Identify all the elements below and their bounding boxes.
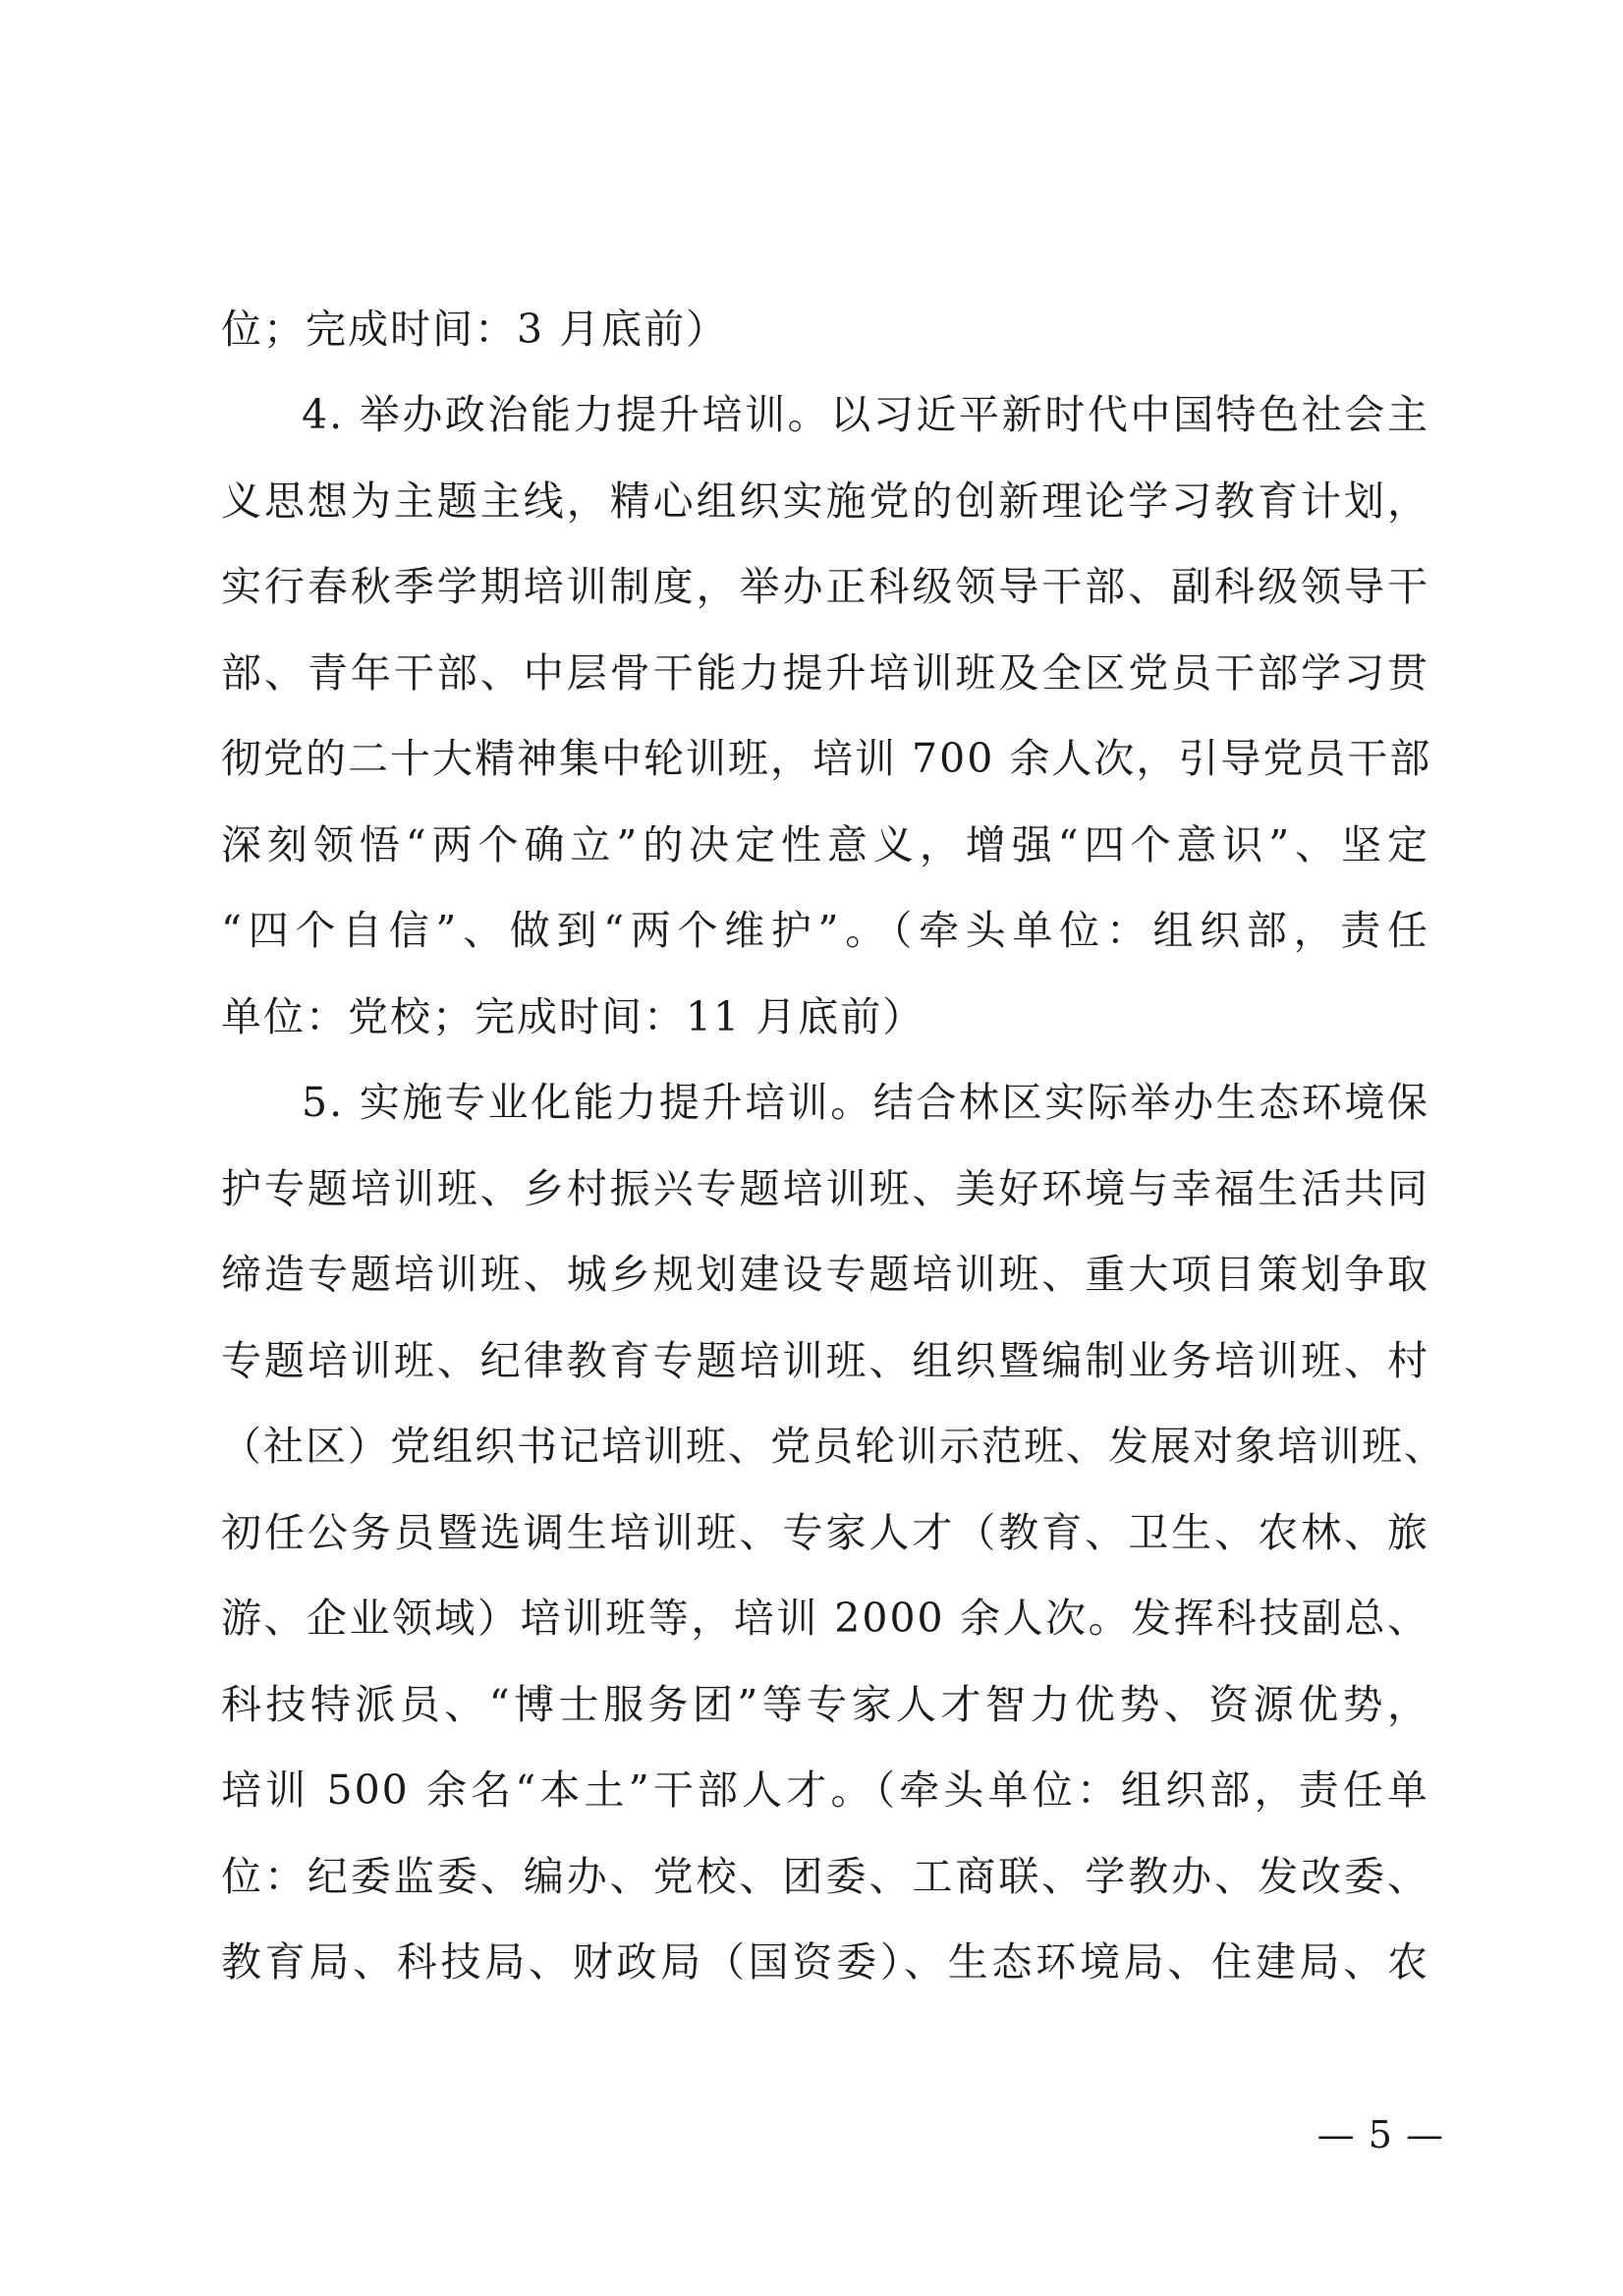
- text-line-5: 部、青年干部、中层骨干能力提升培训班及全区党员干部学习贯: [221, 649, 1429, 697]
- text-line-10: 5. 实施专业化能力提升培训。结合林区实际举办生态环境保: [302, 1079, 1429, 1126]
- text-line-7: 深刻领悟“两个确立”的决定性意义，增强“四个意识”、坚定: [221, 821, 1429, 868]
- text-line-3: 义思想为主题主线，精心组织实施党的创新理论学习教育计划，: [221, 477, 1429, 525]
- text-line-14: （社区）党组织书记培训班、党员轮训示范班、发展对象培训班、: [221, 1423, 1446, 1470]
- text-line-8: “四个自信”、做到“两个维护”。（牵头单位：组织部，责任: [221, 907, 1429, 954]
- text-line-16: 游、企业领域）培训班等，培训 2000 余人次。发挥科技副总、: [221, 1595, 1429, 1642]
- text-line-2: 4. 举办政治能力提升培训。以习近平新时代中国特色社会主: [302, 391, 1429, 438]
- text-line-18: 培训 500 余名“本土”干部人才。（牵头单位：组织部，责任单: [221, 1766, 1429, 1814]
- text-line-1: 位；完成时间：3 月底前）: [221, 306, 729, 353]
- text-line-17: 科技特派员、“博士服务团”等专家人才智力优势、资源优势，: [221, 1681, 1429, 1728]
- text-line-20: 教育局、科技局、财政局（国资委）、生态环境局、住建局、农: [221, 1938, 1429, 1986]
- text-line-19: 位：纪委监委、编办、党校、团委、工商联、学教办、发改委、: [221, 1853, 1429, 1900]
- text-line-11: 护专题培训班、乡村振兴专题培训班、美好环境与幸福生活共同: [221, 1165, 1429, 1212]
- text-line-12: 缔造专题培训班、城乡规划建设专题培训班、重大项目策划争取: [221, 1251, 1429, 1298]
- text-line-15: 初任公务员暨选调生培训班、专家人才（教育、卫生、农林、旅: [221, 1509, 1429, 1556]
- text-line-13: 专题培训班、纪律教育专题培训班、组织暨编制业务培训班、村: [221, 1337, 1429, 1384]
- text-line-6: 彻党的二十大精神集中轮训班，培训 700 余人次，引导党员干部: [221, 735, 1432, 782]
- text-line-4: 实行春秋季学期培训制度，举办正科级领导干部、副科级领导干: [221, 563, 1429, 610]
- page-number: — 5 —: [1316, 2113, 1444, 2156]
- text-line-9: 单位：党校；完成时间：11 月底前）: [221, 993, 925, 1040]
